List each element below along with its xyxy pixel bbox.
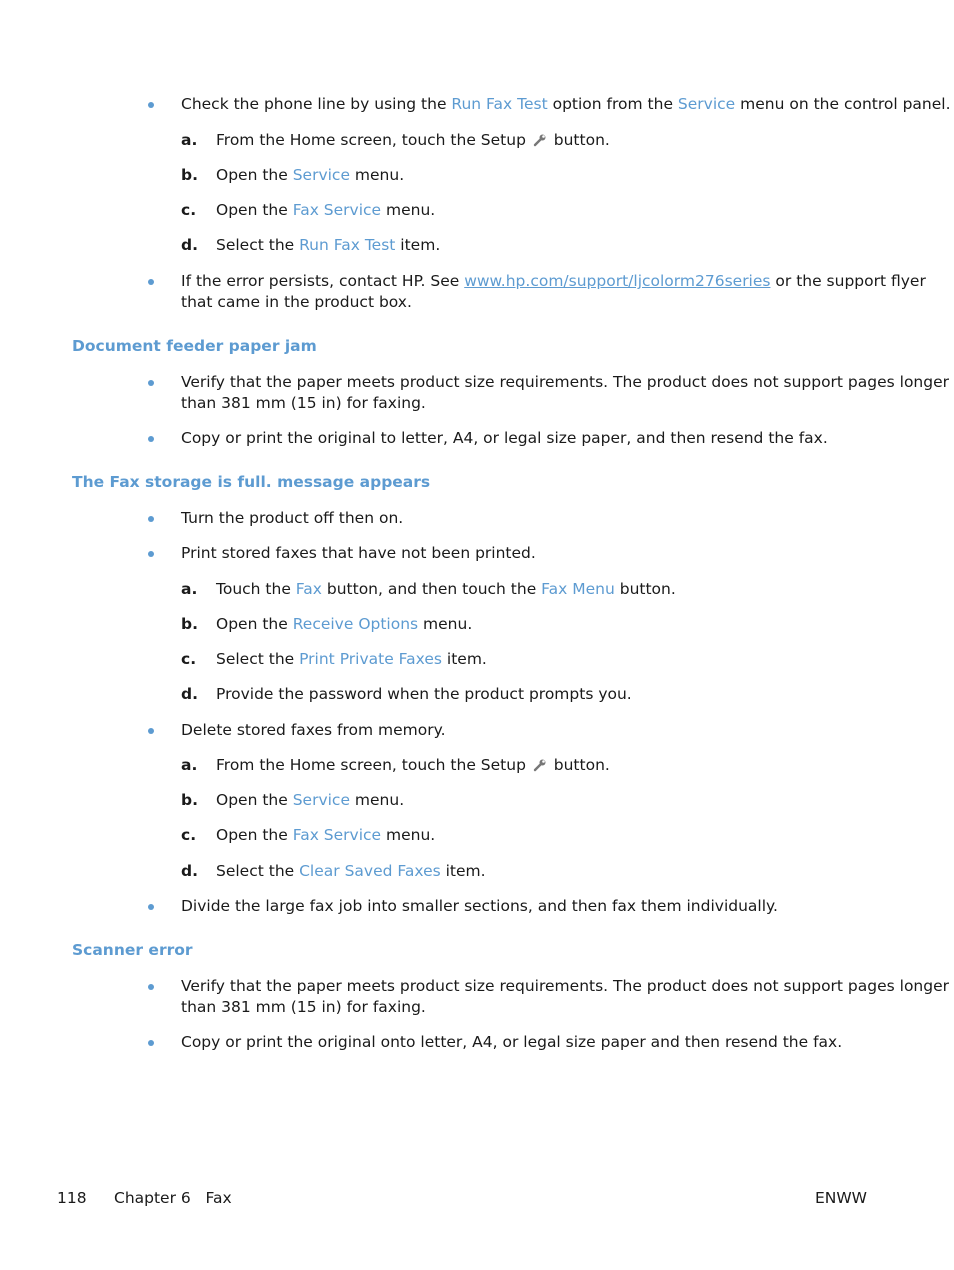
step-text: Select the Clear Saved Faxes item. xyxy=(216,862,486,880)
section-heading: The Fax storage is full. message appears xyxy=(72,473,431,491)
step-marker: a. xyxy=(181,131,198,149)
bullet-text: If the error persists, contact HP. See www.hp.com/support/ljcolorm276series or the support flyer xyxy=(181,272,926,290)
ui-term: Run Fax Test xyxy=(299,236,396,254)
bullet-text-line2: than 381 mm (15 in) for faxing. xyxy=(181,394,426,412)
step-marker: b. xyxy=(181,166,198,184)
ui-term: Fax xyxy=(295,580,322,598)
step-text: Open the Fax Service menu. xyxy=(216,201,436,219)
step-text: From the Home screen, touch the Setup button. xyxy=(216,755,610,778)
ui-term: Service xyxy=(292,791,350,809)
bullet-dot xyxy=(148,728,154,734)
ui-term: Print Private Faxes xyxy=(299,650,442,668)
bullet-text: Delete stored faxes from memory. xyxy=(181,721,446,739)
bullet-text: Copy or print the original to letter, A4, or legal size paper, and then resend the fax. xyxy=(181,429,828,447)
bullet-text: Divide the large fax job into smaller sections, and then fax them individually. xyxy=(181,897,778,915)
step-text: Open the Service menu. xyxy=(216,166,405,184)
step-text: From the Home screen, touch the Setup button. xyxy=(216,130,610,153)
step-marker: b. xyxy=(181,615,198,633)
ui-term: Service xyxy=(292,166,350,184)
ui-term: Service xyxy=(677,95,736,113)
step-marker: b. xyxy=(181,791,198,809)
wrench-icon xyxy=(533,757,547,778)
page-number: 118 xyxy=(57,1189,87,1207)
ui-term: Fax Service xyxy=(292,201,382,219)
step-marker: a. xyxy=(181,580,198,598)
step-marker: a. xyxy=(181,756,198,774)
bullet-dot xyxy=(148,380,154,386)
bullet-text: Check the phone line by using the Run Fax Test option from the Service menu on the control panel. xyxy=(181,95,951,113)
step-marker: d. xyxy=(181,236,198,254)
footer-right-label: ENWW xyxy=(814,1189,867,1207)
section-heading: Scanner error xyxy=(72,941,193,959)
bullet-text-line2: than 381 mm (15 in) for faxing. xyxy=(181,998,426,1016)
step-marker: c. xyxy=(181,650,197,668)
step-marker: c. xyxy=(181,201,197,219)
step-marker: d. xyxy=(181,862,198,880)
ui-term: Run Fax Test xyxy=(451,95,548,113)
ui-term: Fax Service xyxy=(292,826,382,844)
section-heading: Document feeder paper jam xyxy=(72,337,317,355)
bullet-dot xyxy=(148,904,154,910)
chapter-label: Chapter 6 Fax xyxy=(114,1189,232,1207)
step-marker: d. xyxy=(181,685,198,703)
step-text: Provide the password when the product prompts you. xyxy=(216,685,632,703)
step-text: Open the Receive Options menu. xyxy=(216,615,473,633)
ui-term: Fax Menu xyxy=(541,580,615,598)
bullet-text: Print stored faxes that have not been printed. xyxy=(181,544,536,562)
step-text: Touch the Fax button, and then touch the Fax Menu button. xyxy=(216,580,676,598)
ui-term: Receive Options xyxy=(292,615,419,633)
bullet-dot xyxy=(148,984,154,990)
step-marker: c. xyxy=(181,826,197,844)
bullet-dot xyxy=(148,436,154,442)
step-text: Select the Run Fax Test item. xyxy=(216,236,441,254)
bullet-dot xyxy=(148,279,154,285)
wrench-icon xyxy=(533,132,547,153)
ui-term: Clear Saved Faxes xyxy=(299,862,441,880)
bullet-dot xyxy=(148,1040,154,1046)
bullet-text-line2: that came in the product box. xyxy=(181,293,412,311)
step-text: Select the Print Private Faxes item. xyxy=(216,650,487,668)
bullet-dot xyxy=(148,102,154,108)
step-text: Open the Service menu. xyxy=(216,791,405,809)
bullet-text: Verify that the paper meets product size requirements. The product does not support pages longer xyxy=(181,373,950,391)
bullet-dot xyxy=(148,551,154,557)
step-text: Open the Fax Service menu. xyxy=(216,826,436,844)
bullet-text: Turn the product off then on. xyxy=(181,509,404,527)
bullet-text: Verify that the paper meets product size requirements. The product does not support pages longer xyxy=(181,977,950,995)
bullet-dot xyxy=(148,516,154,522)
support-link[interactable]: www.hp.com/support/ljcolorm276series xyxy=(464,272,771,290)
bullet-text: Copy or print the original onto letter, A4, or legal size paper and then resend the fax. xyxy=(181,1033,843,1051)
